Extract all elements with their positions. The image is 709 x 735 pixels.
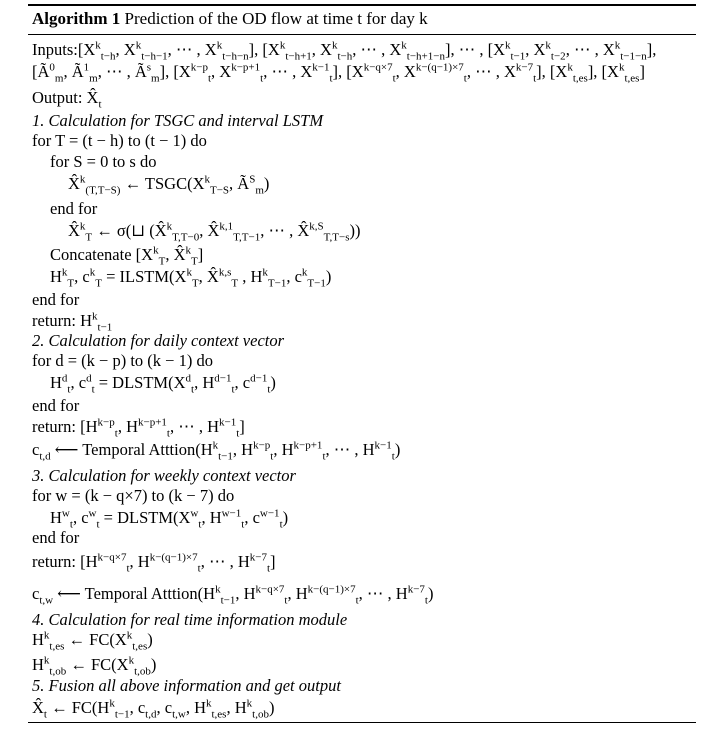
algorithm-line: [$Ã^0_m$, $Ã^1_m$, ⋯ , $Ã^s_m$], [$X^{k-p}_t$, $X^{k-p+1}_t$, ⋯ , $X^{k-1}_t$], [$X^{k-q\times 7}_t$, $X^{k-(q-1)\times 7}_t$, ⋯ , $X^{k-7}_t$], $[X^k_{t,es}]$, $[X^k_{t,es}]$ [32, 61, 645, 85]
top-rule [28, 4, 696, 6]
algorithm-line: end for [50, 199, 98, 218]
algorithm-line: return: [$H^{k-q\times 7}_t$, $H^{k-(q-1)\times 7}_t$, ⋯ , $H^{k-7}_t$] [32, 551, 276, 575]
algorithm-line: for S = 0 to s do [50, 152, 157, 171]
algorithm-line: $H^d_t$, $c^d_t$ = $DLSTM(X^d_t$, $H^{d-1}_t$, $c^{d-1}_t$) [50, 372, 276, 396]
algorithm-line: X̂$^k_{(T,T-S)}$ ← $TSGC(X^k_{T-S}$, $Ã^S_m$) [68, 173, 270, 197]
algorithm-title [32, 7, 428, 31]
bottom-rule [28, 722, 696, 723]
algorithm-line: $H^k_{t,es}$ ← $FC(X^k_{t,es})$ [32, 629, 153, 653]
algorithm-line: return: $H^k_{t-1}$ [32, 310, 113, 334]
algorithm-line: Output: $X̂_t$ [32, 88, 102, 111]
algorithm-line: for T = (t − h) to (t − 1) do [32, 131, 207, 150]
algorithm-line: for w = (k − q×7) to (k − 7) do [32, 486, 235, 505]
algorithm-section-heading: 1. Calculation for TSGC and interval LSTM [32, 111, 324, 130]
algorithm-title-text: Prediction of the OD flow at time t for day k [124, 9, 428, 28]
algorithm-line: $H^w_t$, $c^w_t$ = $DLSTM(X^w_t$, $H^{w-1}_t$, $c^{w-1}_t$) [50, 507, 289, 531]
algorithm-line: $X̂_t$ ← $FC(H^k_{t-1}$, $c_{t,d}$, $c_{t,w}$, $H^k_{t,es}$, $H^k_{t,ob}$) [32, 697, 275, 721]
algorithm-section-heading: 5. Fusion all above information and get output [32, 676, 341, 695]
algorithm-line: $c_{t,d}$ ⟵ Temporal $Atttion(H^k_{t-1}$, $H^{k-p}_t$, $H^{k-p+1}_t$, ⋯ , $H^{k-1}_t$) [32, 439, 401, 463]
algorithm-line: $c_{t,w}$ ⟵ Temporal $Atttion(H^k_{t-1}$, $H^{k-q\times 7}_t$, $H^{k-(q-1)\times 7}_t$, ⋯ , $H^{k-7}_t$) [32, 583, 434, 607]
algorithm-section-heading: 2. Calculation for daily context vector [32, 331, 285, 350]
title-rule [28, 34, 696, 35]
algorithm-line: end for [32, 290, 80, 309]
algorithm-line: end for [32, 528, 80, 547]
algorithm-label: Algorithm 1 [32, 9, 121, 28]
algorithm-line: for d = (k − p) to (k − 1) do [32, 351, 213, 370]
algorithm-line: end for [32, 396, 80, 415]
algorithm-line: $H^k_{t,ob}$ ← $FC(X^k_{t,ob})$ [32, 654, 157, 678]
algorithm-section-heading: 4. Calculation for real time information module [32, 610, 348, 629]
algorithm-line: $Inputs:[X^k_{t-h}$, $X^k_{t-h-1}$, ⋯ , $X^k_{t-h-n}$], [$X^k_{t-h+1}$, $X^k_{t-h}$, ⋯ , $X^k_{t-h+1-n}$], ⋯ , [$X^k_{t-1}$, $X^k_{t-2}$, ⋯ , $X^k_{t-1-n}$], [32, 39, 657, 63]
algorithm-line: Concatenate [$X^k_T$, X̂$^k_T$] [50, 244, 204, 268]
algorithm-line: return: [$H^{k-p}_t$, $H^{k-p+1}_t$, ⋯ , $H^{k-1}_t$] [32, 416, 245, 440]
algorithm-line: $H^k_T$, $c^k_T$ = $ILSTM(X^k_T$, X̂$^{k,s}_T$ , $H^k_{T-1}$, $c^k_{T-1}$) [50, 266, 332, 290]
algorithm-line: X̂$^k_T$ ← σ(⊔ (X̂$^k_{T,T-0}$, X̂$^{k,1}_{T,T-1}$, ⋯ , X̂$^{k,S}_{T,T-s}$)) [68, 220, 361, 244]
algorithm-section-heading: 3. Calculation for weekly context vector [32, 466, 296, 485]
